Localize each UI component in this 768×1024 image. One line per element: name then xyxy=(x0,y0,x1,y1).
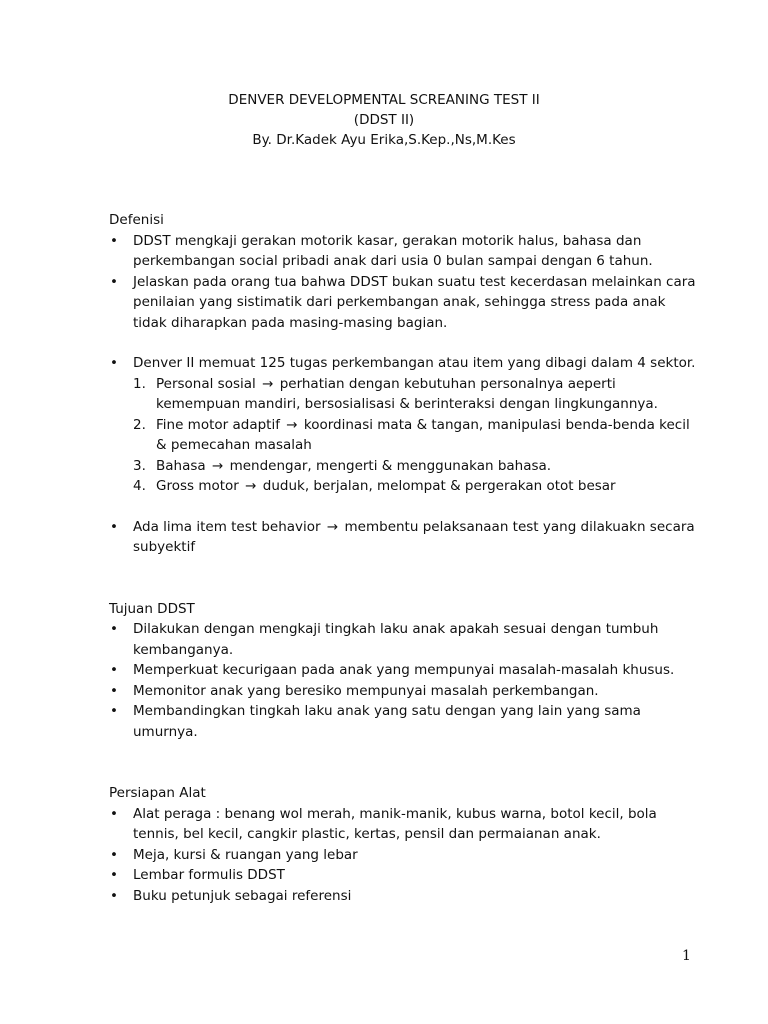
sector-name: Bahasa xyxy=(156,457,206,474)
behavior-text-after: membentu pelaksanaan test yang dilakuakn secara subyektif xyxy=(133,518,695,555)
sector-item xyxy=(133,456,699,477)
section-heading-persiapan: Persiapan Alat xyxy=(109,785,206,801)
list-item: • Buku petunjuk sebagai referensi xyxy=(109,886,699,907)
sector-list xyxy=(133,374,699,497)
sector-desc: perhatian dengan kebutuhan personalnya aeperti kemempuan mandiri, bersosialisasi & berinteraksi dengan lingkungannya. xyxy=(156,375,658,412)
document-header xyxy=(0,90,768,150)
sector-item xyxy=(133,374,699,415)
list-item xyxy=(109,517,699,558)
list-item: • Lembar formulis DDST xyxy=(109,865,699,886)
list-item xyxy=(109,353,699,497)
section-heading-tujuan: Tujuan DDST xyxy=(109,600,195,617)
arrow-right-icon: → xyxy=(326,518,339,535)
section-heading-defenisi: Defenisi xyxy=(109,212,164,228)
behavior-list xyxy=(109,517,699,558)
sector-item xyxy=(133,476,699,497)
persiapan-list xyxy=(109,804,699,907)
sector-desc: koordinasi mata & tangan, manipulasi benda-benda kecil & pemecahan masalah xyxy=(156,416,690,453)
list-item: • Jelaskan pada orang tua bahwa DDST bukan suatu test kecerdasan melainkan cara penilaian yang sistimatik dari perkembangan anak, sehingga stress pada anak tidak diharapkan pada masing-masing bagian. xyxy=(109,272,699,334)
defenisi-list xyxy=(109,231,699,334)
document-body xyxy=(109,210,699,906)
sector-number: 4. xyxy=(133,478,146,494)
list-item: • Meja, kursi & ruangan yang lebar xyxy=(109,845,699,866)
sector-item xyxy=(133,415,699,456)
sector-desc: mendengar, mengerti & menggunakan bahasa. xyxy=(229,457,552,474)
sector-name: Personal sosial xyxy=(156,375,256,392)
tujuan-list xyxy=(109,619,699,742)
list-item: • DDST mengkaji gerakan motorik kasar, gerakan motorik halus, bahasa dan perkembangan social pribadi anak dari usia 0 bulan sampai dengan 6 tahun. xyxy=(109,231,699,272)
denver-intro: Denver II memuat 125 tugas perkembangan atau item yang dibagi dalam 4 sektor. xyxy=(133,355,696,371)
arrow-right-icon: → xyxy=(211,457,224,474)
behavior-text-before: Ada lima item test behavior xyxy=(133,518,321,535)
sector-desc: duduk, berjalan, melompat & pergerakan otot besar xyxy=(262,478,616,494)
sector-name: Gross motor xyxy=(156,478,239,494)
document-author: By. Dr.Kadek Ayu Erika,S.Kep.,Ns,M.Kes xyxy=(252,132,516,148)
arrow-right-icon: → xyxy=(286,416,298,433)
list-item: • Alat peraga : benang wol merah, manik-manik, kubus warna, botol kecil, bola tennis, bel kecil, cangkir plastic, kertas, pensil dan permaianan anak. xyxy=(109,804,699,845)
denver-list xyxy=(109,353,699,497)
list-item: • Membandingkan tingkah laku anak yang satu dengan yang lain yang sama umurnya. xyxy=(109,701,699,742)
sector-number: 3. xyxy=(133,457,146,474)
list-item: • Memperkuat kecurigaan pada anak yang mempunyai masalah-masalah khusus. xyxy=(109,660,699,681)
page-number: 1 xyxy=(682,948,691,964)
sector-number: 1. xyxy=(133,375,146,392)
sector-number: 2. xyxy=(133,416,146,433)
arrow-right-icon: → xyxy=(245,478,257,494)
document-subtitle: (DDST II) xyxy=(353,112,415,128)
list-item: • Dilakukan dengan mengkaji tingkah laku anak apakah sesuai dengan tumbuh kembanganya. xyxy=(109,619,699,660)
document-title: DENVER DEVELOPMENTAL SCREANING TEST II xyxy=(228,92,540,108)
list-item: • Memonitor anak yang beresiko mempunyai masalah perkembangan. xyxy=(109,681,699,702)
sector-name: Fine motor adaptif xyxy=(156,416,280,433)
arrow-right-icon: → xyxy=(262,375,274,392)
